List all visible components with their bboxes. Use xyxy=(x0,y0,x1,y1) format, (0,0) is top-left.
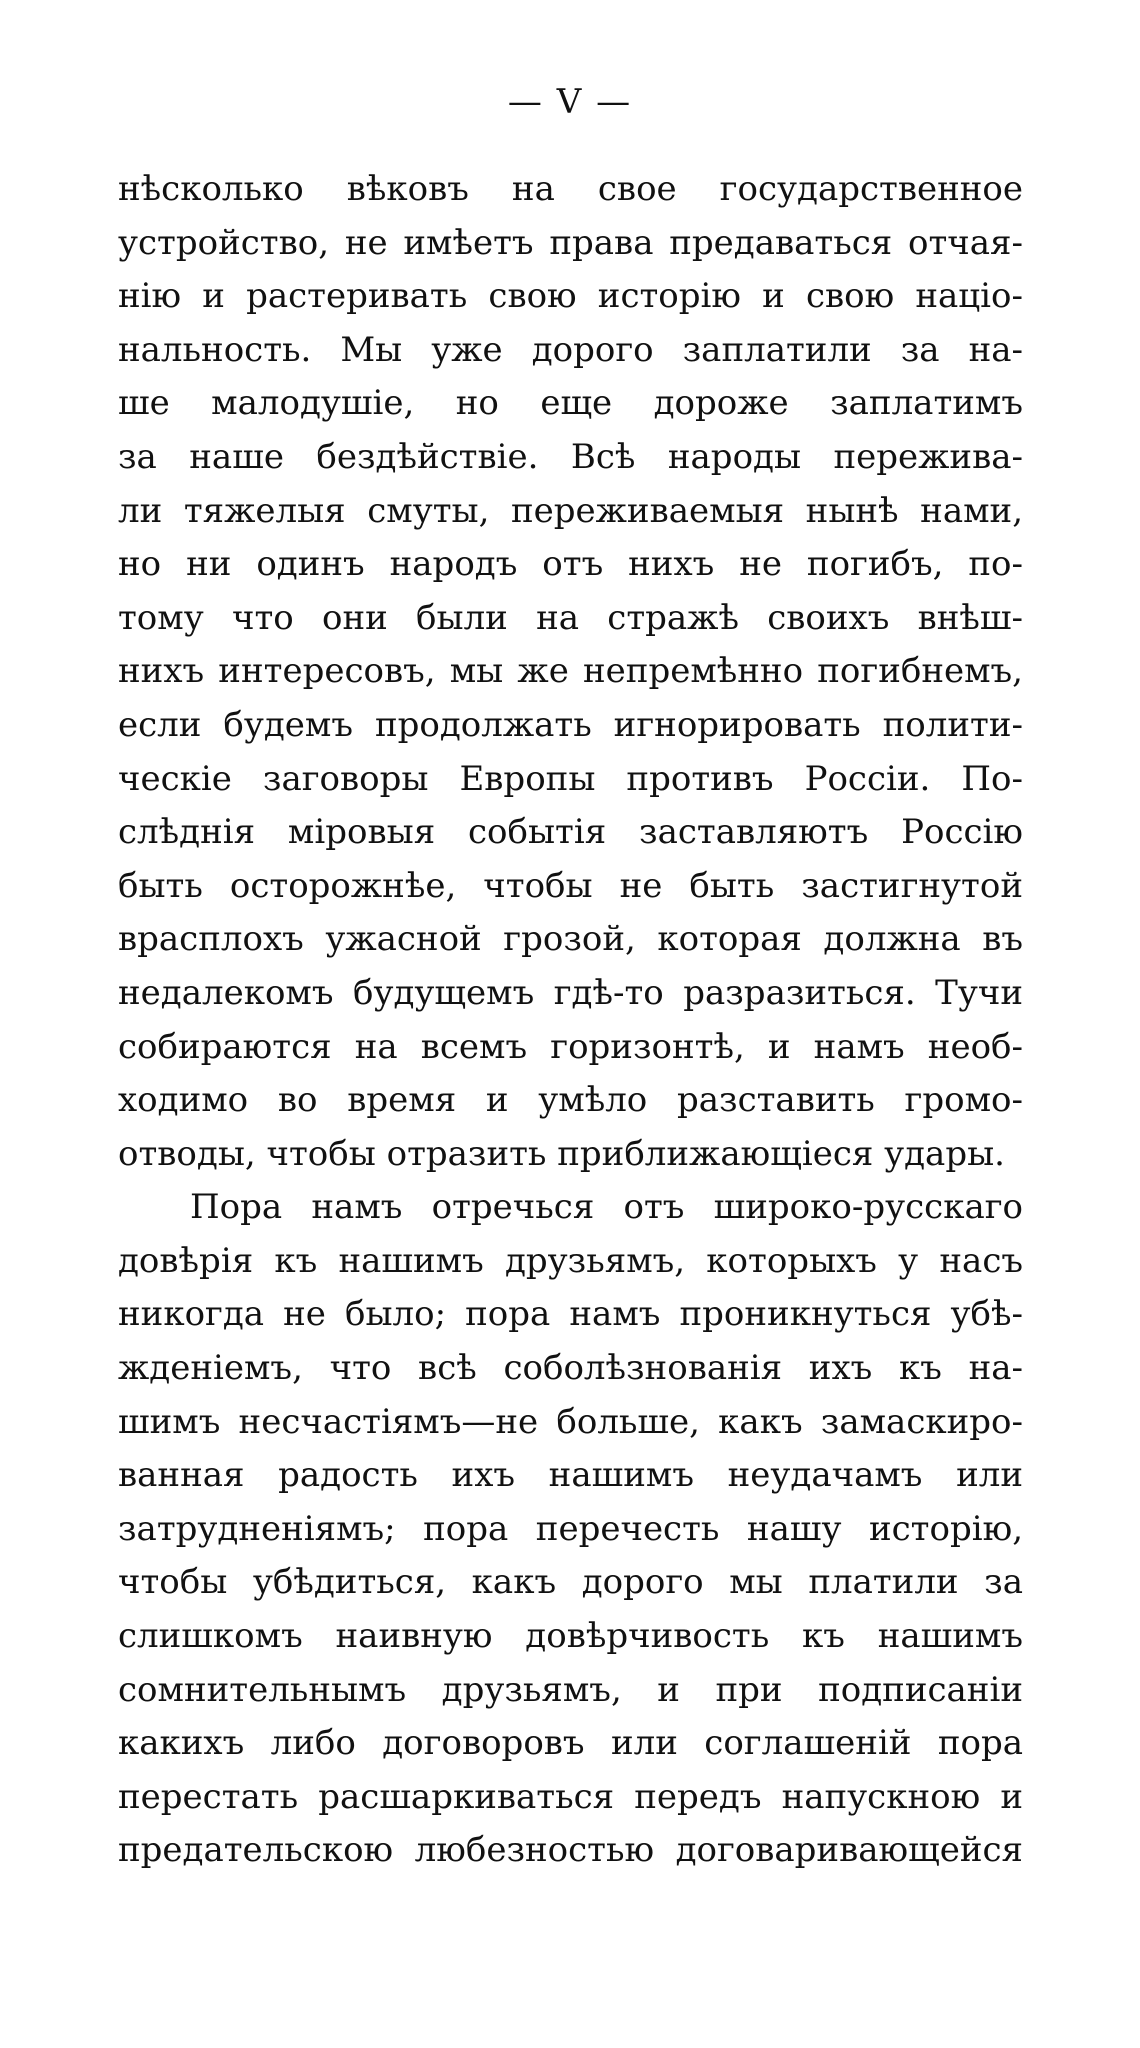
text-line: собираются на всемъ горизонтѣ, и намъ необ- xyxy=(118,1026,1023,1067)
text-line: перестать расшаркиваться передъ напускною и xyxy=(118,1776,1023,1817)
text-line: Пора намъ отречься отъ широко-русскаго xyxy=(190,1187,1023,1228)
text-line: тому что они были на стражѣ своихъ внѣш- xyxy=(118,597,1023,638)
text-line: чтобы убѣдиться, какъ дорого мы платили за xyxy=(118,1562,1023,1603)
text-line: ванная радость ихъ нашимъ неудачамъ или xyxy=(118,1455,1023,1496)
text-line: устройство, не имѣетъ права предаваться отчая- xyxy=(118,222,1023,263)
text-line: отводы, чтобы отразить приближающіеся удары. xyxy=(118,1133,1005,1174)
text-line: быть осторожнѣе, чтобы не быть застигнутой xyxy=(118,865,1023,906)
body-text xyxy=(118,163,1023,1878)
paragraph-2 xyxy=(118,1181,1023,1878)
text-line: какихъ либо договоровъ или соглашеній пора xyxy=(118,1723,1023,1764)
text-line: нихъ интересовъ, мы же непремѣнно погибнемъ, xyxy=(118,651,1023,692)
text-line: нальность. Мы уже дорого заплатили за на- xyxy=(118,329,1023,370)
text-line: затрудненіямъ; пора перечесть нашу исторію, xyxy=(118,1508,1023,1549)
text-line: предательскою любезностью договаривающейся xyxy=(118,1830,1023,1871)
text-line: ше малодушіе, но еще дороже заплатимъ xyxy=(118,383,1023,424)
text-line: ходимо во время и умѣло разставить громо- xyxy=(118,1080,1023,1121)
text-line: никогда не было; пора намъ проникнуться убѣ- xyxy=(118,1294,1023,1335)
text-line: ческіе заговоры Европы противъ Россіи. По- xyxy=(118,758,1023,799)
page-number: — V — xyxy=(507,82,633,122)
text-line: нію и растеривать свою исторію и свою націо- xyxy=(118,276,1023,317)
text-line: жденіемъ, что всѣ соболѣзнованія ихъ къ на- xyxy=(118,1348,1023,1389)
text-line: за наше бездѣйствіе. Всѣ народы пережива- xyxy=(118,436,1023,477)
text-line: слѣднія міровыя событія заставляютъ Россію xyxy=(118,812,1023,853)
text-line: слишкомъ наивную довѣрчивость къ нашимъ xyxy=(118,1616,1023,1657)
text-line: врасплохъ ужасной грозой, которая должна въ xyxy=(118,919,1023,960)
text-line: недалекомъ будущемъ гдѣ-то разразиться. Тучи xyxy=(118,972,1023,1013)
text-line: сомнительнымъ друзьямъ, и при подписаніи xyxy=(118,1669,1023,1710)
text-line: если будемъ продолжать игнорировать полити- xyxy=(118,704,1023,745)
text-line: ли тяжелыя смуты, переживаемыя нынѣ нами, xyxy=(118,490,1023,531)
text-line: но ни одинъ народъ отъ нихъ не погибъ, по- xyxy=(118,544,1023,585)
text-line: шимъ несчастіямъ—не больше, какъ замаскиро- xyxy=(118,1401,1023,1442)
paragraph-1 xyxy=(118,163,1023,1181)
text-line: нѣсколько вѣковъ на свое государственное xyxy=(118,169,1023,209)
text-line: довѣрія къ нашимъ друзьямъ, которыхъ у насъ xyxy=(118,1240,1023,1281)
